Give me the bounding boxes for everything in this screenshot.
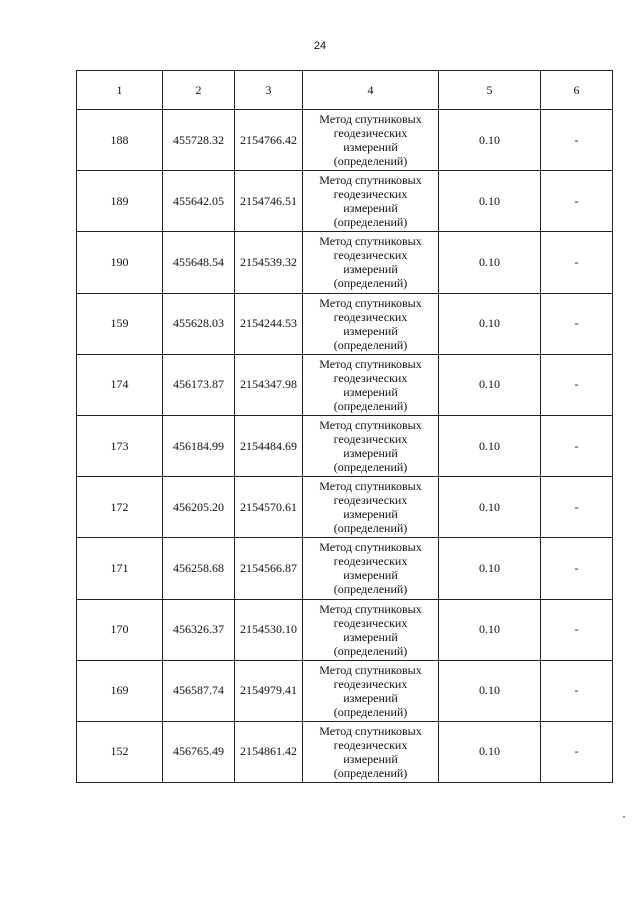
method-cell	[303, 415, 439, 476]
error-cell: 0.10	[439, 538, 541, 599]
point-number-cell: 190	[77, 232, 163, 293]
coordinates-table	[76, 70, 613, 783]
error-cell: 0.10	[439, 660, 541, 721]
error-cell: 0.10	[439, 293, 541, 354]
table-header-row	[77, 71, 613, 110]
method-line: (определений)	[333, 643, 408, 658]
method-line: геодезических	[333, 309, 408, 324]
method-cell	[303, 232, 439, 293]
method-line: измерений	[343, 446, 398, 461]
point-number-cell: 170	[77, 599, 163, 660]
method-line: Метод спутниковых	[319, 173, 422, 188]
method-cell	[303, 110, 439, 171]
method-line: Метод спутниковых	[319, 418, 422, 433]
method-line: Метод спутниковых	[319, 112, 422, 127]
method-line: (определений)	[333, 765, 408, 780]
method-line: (определений)	[333, 215, 408, 230]
method-line: (определений)	[333, 337, 408, 352]
note-cell: -	[541, 171, 613, 232]
note-cell: -	[541, 110, 613, 171]
y-coordinate-cell: 2154539.32	[235, 232, 303, 293]
method-cell	[303, 293, 439, 354]
y-coordinate-cell: 2154979.41	[235, 660, 303, 721]
error-cell: 0.10	[439, 171, 541, 232]
table-row	[77, 477, 613, 538]
method-line: геодезических	[333, 370, 408, 385]
table-row	[77, 171, 613, 232]
y-coordinate-cell: 2154566.87	[235, 538, 303, 599]
method-line: Метод спутниковых	[319, 479, 422, 494]
method-line: Метод спутниковых	[319, 234, 422, 249]
method-line: измерений	[343, 262, 398, 277]
x-coordinate-cell: 455648.54	[163, 232, 235, 293]
table-row	[77, 293, 613, 354]
x-coordinate-cell: 455628.03	[163, 293, 235, 354]
point-number-cell: 172	[77, 477, 163, 538]
method-line: (определений)	[333, 460, 408, 475]
method-line: (определений)	[333, 154, 408, 169]
note-cell: -	[541, 415, 613, 476]
note-cell: -	[541, 721, 613, 782]
point-number-cell: 174	[77, 354, 163, 415]
x-coordinate-cell: 455642.05	[163, 171, 235, 232]
note-cell: -	[541, 538, 613, 599]
method-line: Метод спутниковых	[319, 540, 422, 555]
method-line: геодезических	[333, 554, 408, 569]
method-line: измерений	[343, 384, 398, 399]
method-line: (определений)	[333, 704, 408, 719]
method-cell	[303, 538, 439, 599]
method-line: (определений)	[333, 398, 408, 413]
method-line: измерений	[343, 140, 398, 155]
note-cell: -	[541, 599, 613, 660]
method-line: измерений	[343, 323, 398, 338]
y-coordinate-cell: 2154347.98	[235, 354, 303, 415]
method-line: геодезических	[333, 187, 408, 202]
point-number-cell: 152	[77, 721, 163, 782]
y-coordinate-cell: 2154244.53	[235, 293, 303, 354]
x-coordinate-cell: 455728.32	[163, 110, 235, 171]
page-number: 24	[313, 40, 327, 52]
error-cell: 0.10	[439, 232, 541, 293]
method-line: (определений)	[333, 276, 408, 291]
error-cell: 0.10	[439, 599, 541, 660]
method-line: геодезических	[333, 248, 408, 263]
note-cell: -	[541, 354, 613, 415]
point-number-cell: 169	[77, 660, 163, 721]
method-cell	[303, 660, 439, 721]
point-number-cell: 171	[77, 538, 163, 599]
table-row	[77, 660, 613, 721]
method-line: Метод спутниковых	[319, 601, 422, 616]
method-line: измерений	[343, 751, 398, 766]
method-line: геодезических	[333, 737, 408, 752]
method-line: измерений	[343, 629, 398, 644]
x-coordinate-cell: 456205.20	[163, 477, 235, 538]
table-body	[77, 110, 613, 783]
table-row	[77, 599, 613, 660]
table-row	[77, 538, 613, 599]
error-cell: 0.10	[439, 477, 541, 538]
header-col-3: 3	[235, 71, 303, 110]
header-col-1: 1	[77, 71, 163, 110]
y-coordinate-cell: 2154766.42	[235, 110, 303, 171]
table-row	[77, 721, 613, 782]
method-cell	[303, 477, 439, 538]
note-cell: -	[541, 232, 613, 293]
header-col-2: 2	[163, 71, 235, 110]
method-line: геодезических	[333, 493, 408, 508]
scan-speck	[623, 816, 625, 818]
header-col-4: 4	[303, 71, 439, 110]
x-coordinate-cell: 456765.49	[163, 721, 235, 782]
method-cell	[303, 354, 439, 415]
table-row	[77, 415, 613, 476]
method-line: (определений)	[333, 582, 408, 597]
point-number-cell: 189	[77, 171, 163, 232]
method-line: геодезических	[333, 126, 408, 141]
method-line: измерений	[343, 568, 398, 583]
table-row	[77, 232, 613, 293]
y-coordinate-cell: 2154570.61	[235, 477, 303, 538]
x-coordinate-cell: 456184.99	[163, 415, 235, 476]
method-line: Метод спутниковых	[319, 295, 422, 310]
method-line: Метод спутниковых	[319, 662, 422, 677]
note-cell: -	[541, 477, 613, 538]
method-cell	[303, 721, 439, 782]
method-line: Метод спутниковых	[319, 356, 422, 371]
point-number-cell: 188	[77, 110, 163, 171]
y-coordinate-cell: 2154530.10	[235, 599, 303, 660]
x-coordinate-cell: 456258.68	[163, 538, 235, 599]
point-number-cell: 173	[77, 415, 163, 476]
table-row	[77, 354, 613, 415]
method-line: (определений)	[333, 521, 408, 536]
method-line: измерений	[343, 507, 398, 522]
x-coordinate-cell: 456587.74	[163, 660, 235, 721]
y-coordinate-cell: 2154861.42	[235, 721, 303, 782]
method-line: геодезических	[333, 615, 408, 630]
method-line: геодезических	[333, 676, 408, 691]
note-cell: -	[541, 293, 613, 354]
error-cell: 0.10	[439, 110, 541, 171]
y-coordinate-cell: 2154746.51	[235, 171, 303, 232]
point-number-cell: 159	[77, 293, 163, 354]
method-cell	[303, 171, 439, 232]
table-row	[77, 110, 613, 171]
method-line: Метод спутниковых	[319, 723, 422, 738]
x-coordinate-cell: 456326.37	[163, 599, 235, 660]
error-cell: 0.10	[439, 354, 541, 415]
method-line: геодезических	[333, 432, 408, 447]
method-line: измерений	[343, 201, 398, 216]
error-cell: 0.10	[439, 415, 541, 476]
method-cell	[303, 599, 439, 660]
note-cell: -	[541, 660, 613, 721]
method-line: измерений	[343, 690, 398, 705]
x-coordinate-cell: 456173.87	[163, 354, 235, 415]
y-coordinate-cell: 2154484.69	[235, 415, 303, 476]
error-cell: 0.10	[439, 721, 541, 782]
header-col-6: 6	[541, 71, 613, 110]
header-col-5: 5	[439, 71, 541, 110]
